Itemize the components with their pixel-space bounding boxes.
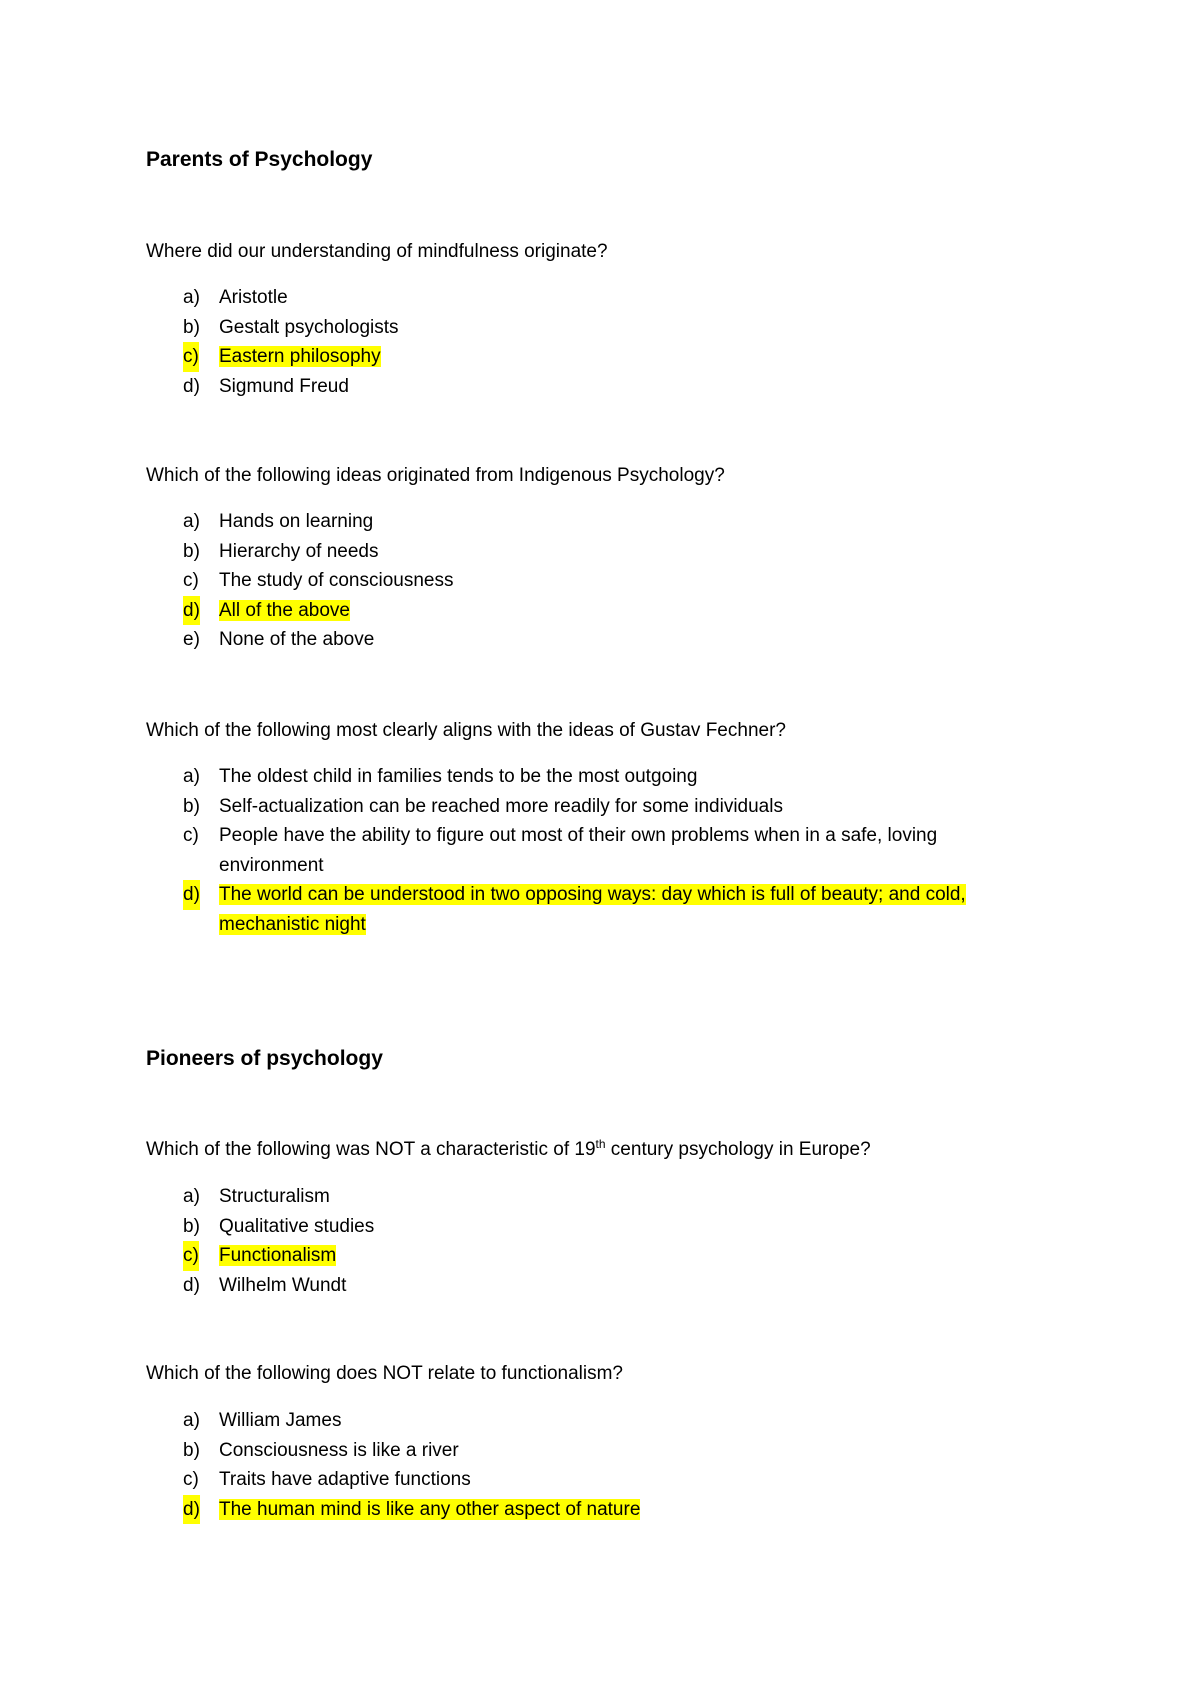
option-letter: c) <box>183 1469 199 1490</box>
option-letter: c) <box>183 1241 199 1271</box>
option-text: William James <box>219 1410 342 1431</box>
option-letter: c) <box>183 342 199 372</box>
option-2d-highlighted <box>146 596 1046 626</box>
option-3b <box>146 792 1046 822</box>
option-letter: a) <box>183 1410 200 1431</box>
option-text: Wilhelm Wundt <box>219 1274 347 1296</box>
option-text: Hands on learning <box>219 511 374 532</box>
option-3c <box>146 821 1046 880</box>
option-text-line-2: mechanistic night <box>219 913 366 935</box>
question-1: Where did our understanding of mindfulness originate? <box>146 241 608 262</box>
option-text: The study of consciousness <box>219 570 454 591</box>
option-4c-highlighted <box>146 1241 1046 1271</box>
option-letter: c) <box>183 825 199 846</box>
question-4 <box>146 1137 871 1163</box>
option-5d-highlighted <box>146 1495 1046 1525</box>
option-text: Gestalt psychologists <box>219 316 399 338</box>
question-2-options <box>146 507 1046 655</box>
option-2e <box>146 625 1046 655</box>
option-5a <box>146 1406 1046 1436</box>
question-text-part: Which of the following was NOT a characteristic of 19 <box>146 1139 596 1160</box>
question-4-options <box>146 1182 1046 1300</box>
option-letter: b) <box>183 316 200 338</box>
question-1-options <box>146 283 1046 401</box>
option-letter: a) <box>183 511 200 532</box>
option-text: Self-actualization can be reached more readily for some individuals <box>219 795 783 817</box>
section-title-pioneers: Pioneers of psychology <box>146 1047 383 1070</box>
option-letter: d) <box>183 1274 200 1296</box>
option-letter: b) <box>183 540 200 562</box>
option-4d <box>146 1271 1046 1301</box>
question-5-options <box>146 1406 1046 1524</box>
option-text: Structuralism <box>219 1186 330 1207</box>
option-text: Consciousness is like a river <box>219 1439 459 1461</box>
option-4a <box>146 1182 1046 1212</box>
option-2c <box>146 566 1046 596</box>
option-5b <box>146 1436 1046 1466</box>
option-text: All of the above <box>219 599 350 621</box>
option-letter: b) <box>183 795 200 817</box>
option-letter: d) <box>183 880 200 910</box>
option-1d <box>146 372 1046 402</box>
option-1b <box>146 313 1046 343</box>
superscript: th <box>595 1137 606 1151</box>
option-text: Eastern philosophy <box>219 346 381 367</box>
option-1a <box>146 283 1046 313</box>
option-text: Aristotle <box>219 287 288 308</box>
option-letter: a) <box>183 287 200 308</box>
question-text-part: century psychology in Europe? <box>605 1139 871 1160</box>
option-3a <box>146 762 1046 792</box>
option-letter: a) <box>183 766 200 787</box>
option-letter: e) <box>183 629 200 650</box>
option-text: None of the above <box>219 629 375 650</box>
option-letter: d) <box>183 596 200 626</box>
option-text: Functionalism <box>219 1245 337 1266</box>
option-letter: d) <box>183 375 200 397</box>
option-text-line-1: People have the ability to figure out most of their own problems when in a safe, loving <box>219 825 938 846</box>
option-3d-highlighted <box>146 880 1046 939</box>
option-text-line-1: The world can be understood in two opposing ways: day which is full of beauty; and cold, <box>219 884 966 905</box>
option-letter: b) <box>183 1215 200 1237</box>
option-text: Traits have adaptive functions <box>219 1469 471 1490</box>
option-letter: c) <box>183 570 199 591</box>
option-letter: b) <box>183 1439 200 1461</box>
option-text: Qualitative studies <box>219 1215 375 1237</box>
option-text-line-2: environment <box>219 854 324 876</box>
option-text: The human mind is like any other aspect of nature <box>219 1498 641 1520</box>
option-letter: a) <box>183 1186 200 1207</box>
option-2b <box>146 537 1046 567</box>
question-3: Which of the following most clearly aligns with the ideas of Gustav Fechner? <box>146 720 786 741</box>
section-title-parents: Parents of Psychology <box>146 148 373 171</box>
option-text: Sigmund Freud <box>219 375 349 397</box>
option-5c <box>146 1465 1046 1495</box>
question-5: Which of the following does NOT relate to functionalism? <box>146 1363 623 1384</box>
option-letter: d) <box>183 1495 200 1525</box>
option-text: The oldest child in families tends to be the most outgoing <box>219 766 698 787</box>
option-4b <box>146 1212 1046 1242</box>
option-2a <box>146 507 1046 537</box>
option-1c-highlighted <box>146 342 1046 372</box>
option-text: Hierarchy of needs <box>219 540 379 562</box>
question-2: Which of the following ideas originated from Indigenous Psychology? <box>146 465 725 486</box>
question-3-options <box>146 762 1046 939</box>
